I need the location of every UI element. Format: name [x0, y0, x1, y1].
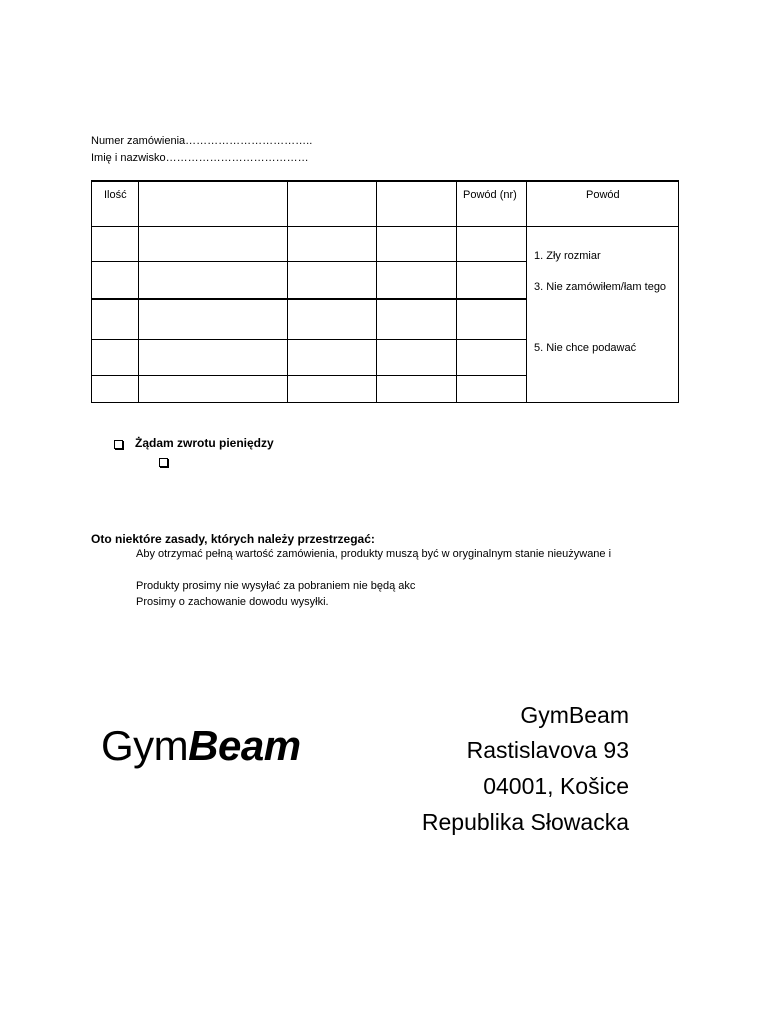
address-street: Rastislavova 93	[466, 737, 629, 763]
full-name-field: Imię i nazwisko…………………………………	[91, 152, 309, 164]
logo-part-gym: Gym	[101, 722, 189, 769]
table-col-divider	[456, 182, 457, 402]
refund-checkbox-icon[interactable]	[114, 440, 123, 449]
address-company: GymBeam	[520, 702, 629, 728]
header-reason: Powód	[586, 189, 620, 201]
logo-part-beam: Beam	[188, 722, 301, 769]
address-country: Republika Słowacka	[421, 809, 629, 835]
gymbeam-logo	[101, 722, 301, 770]
table-row-divider	[92, 298, 526, 300]
rules-line: Prosimy o zachowanie dowodu wysyłki.	[136, 596, 329, 608]
secondary-checkbox-icon[interactable]	[159, 458, 168, 467]
rules-line: Produkty prosimy nie wysyłać za pobraniem nie będą akc	[136, 580, 416, 592]
return-form-table	[91, 180, 679, 403]
reason-item: 1. Zły rozmiar	[534, 250, 601, 262]
table-row-divider	[92, 226, 678, 227]
address-city: 04001, Košice	[483, 773, 629, 799]
table-col-divider	[287, 182, 288, 402]
order-number-field: Numer zamówienia……………………………..	[91, 135, 313, 147]
rules-line: Aby otrzymać pełną wartość zamówienia, produkty muszą być w oryginalnym stanie nieużywane i	[136, 548, 612, 560]
header-quantity: Ilość	[104, 189, 127, 201]
header-reason-nr: Powód (nr)	[463, 189, 517, 201]
reason-item: 5. Nie chce podawać	[534, 342, 637, 354]
table-row-divider	[92, 261, 526, 262]
refund-label: Żądam zwrotu pieniędzy	[135, 436, 274, 450]
table-row-divider	[92, 339, 526, 340]
table-col-divider	[376, 182, 377, 402]
table-col-divider	[526, 182, 527, 402]
table-row-divider	[92, 375, 526, 376]
table-col-divider	[138, 182, 139, 402]
reason-item: 3. Nie zamówiłem/łam tego	[534, 281, 667, 293]
rules-title: Oto niektóre zasady, których należy przestrzegać:	[91, 532, 375, 546]
